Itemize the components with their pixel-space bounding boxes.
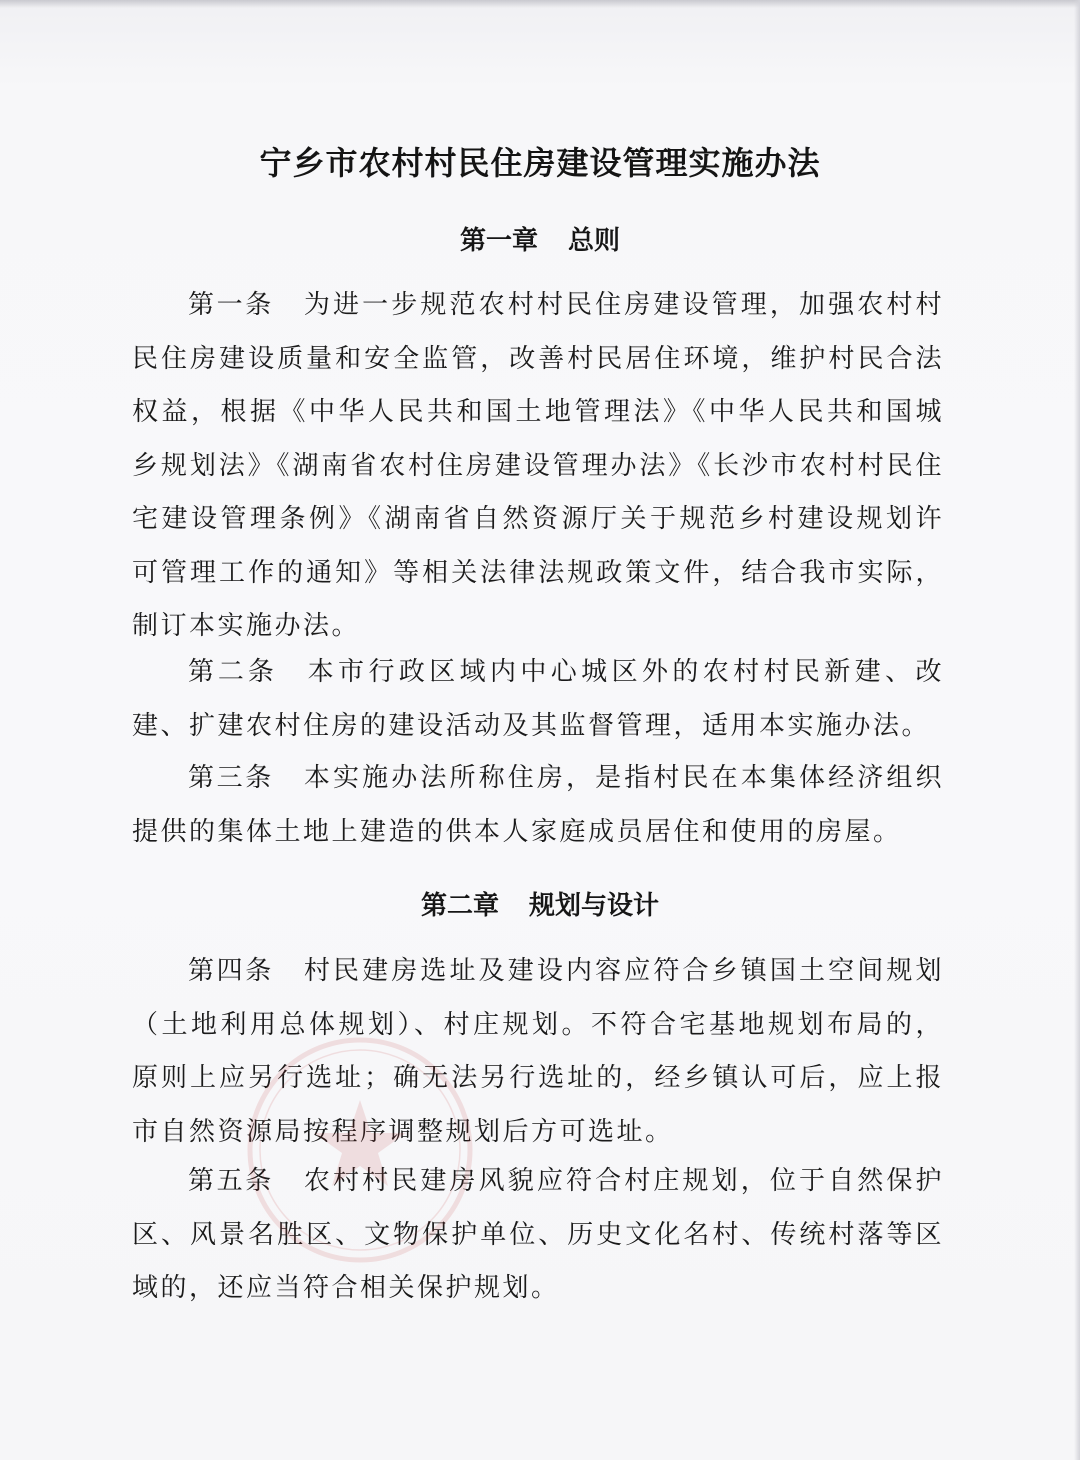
article-2	[132, 646, 944, 753]
article-text: 村民建房选址及建设内容应符合乡镇国土空间规划（土地利用总体规划）、村庄规划。不符合宅基地规划布局的，原则上应另行选址；确无法另行选址的，经乡镇认可后，应上报市自然资源局按程序调整规划后方可选址。	[132, 956, 944, 1147]
official-seal-stamp	[240, 1030, 480, 1270]
article-label: 第五条	[188, 1166, 274, 1196]
article-label: 第一条	[188, 290, 274, 320]
article-text: 本实施办法所称住房，是指村民在本集体经济组织提供的集体土地上建造的供本人家庭成员居住和使用的房屋。	[132, 763, 944, 847]
article-text: 本市行政区域内中心城区外的农村村民新建、改建、扩建农村住房的建设活动及其监督管理，适用本实施办法。	[132, 657, 944, 741]
chapter-heading-1	[0, 220, 1080, 257]
page-top-edge	[0, 0, 1080, 8]
article-text: 农村村民建房风貌应符合村庄规划，位于自然保护区、风景名胜区、文物保护单位、历史文化名村、传统村落等区域的，还应当符合相关保护规划。	[132, 1166, 944, 1303]
article-label: 第二条	[188, 657, 278, 687]
article-label: 第三条	[188, 763, 274, 793]
chapter-heading-2	[0, 885, 1080, 922]
article-1	[132, 279, 944, 654]
document-title: 宁乡市农村村民住房建设管理实施办法	[259, 144, 821, 182]
page-right-edge	[1074, 0, 1080, 1460]
article-text: 为进一步规范农村村民住房建设管理，加强农村村民住房建设质量和安全监管，改善村民居住环境，维护村民合法权益，根据《中华人民共和国土地管理法》《中华人民共和国城乡规划法》《湖南省农村住房建设管理办法》《长沙市农村村民住宅建设管理条例》《湖南省自然资源厅关于规范乡村建设规划许可管理工作的通知》等相关法律法规政策文件，结合我市实际，制订本实施办法。	[132, 290, 944, 641]
chapter-label: 第二章	[420, 891, 499, 921]
chapter-name: 总则	[568, 226, 621, 256]
article-3	[132, 752, 944, 859]
chapter-name: 规划与设计	[529, 891, 660, 921]
seal-star	[314, 1100, 406, 1186]
chapter-label: 第一章	[459, 226, 538, 256]
article-label: 第四条	[188, 956, 274, 986]
